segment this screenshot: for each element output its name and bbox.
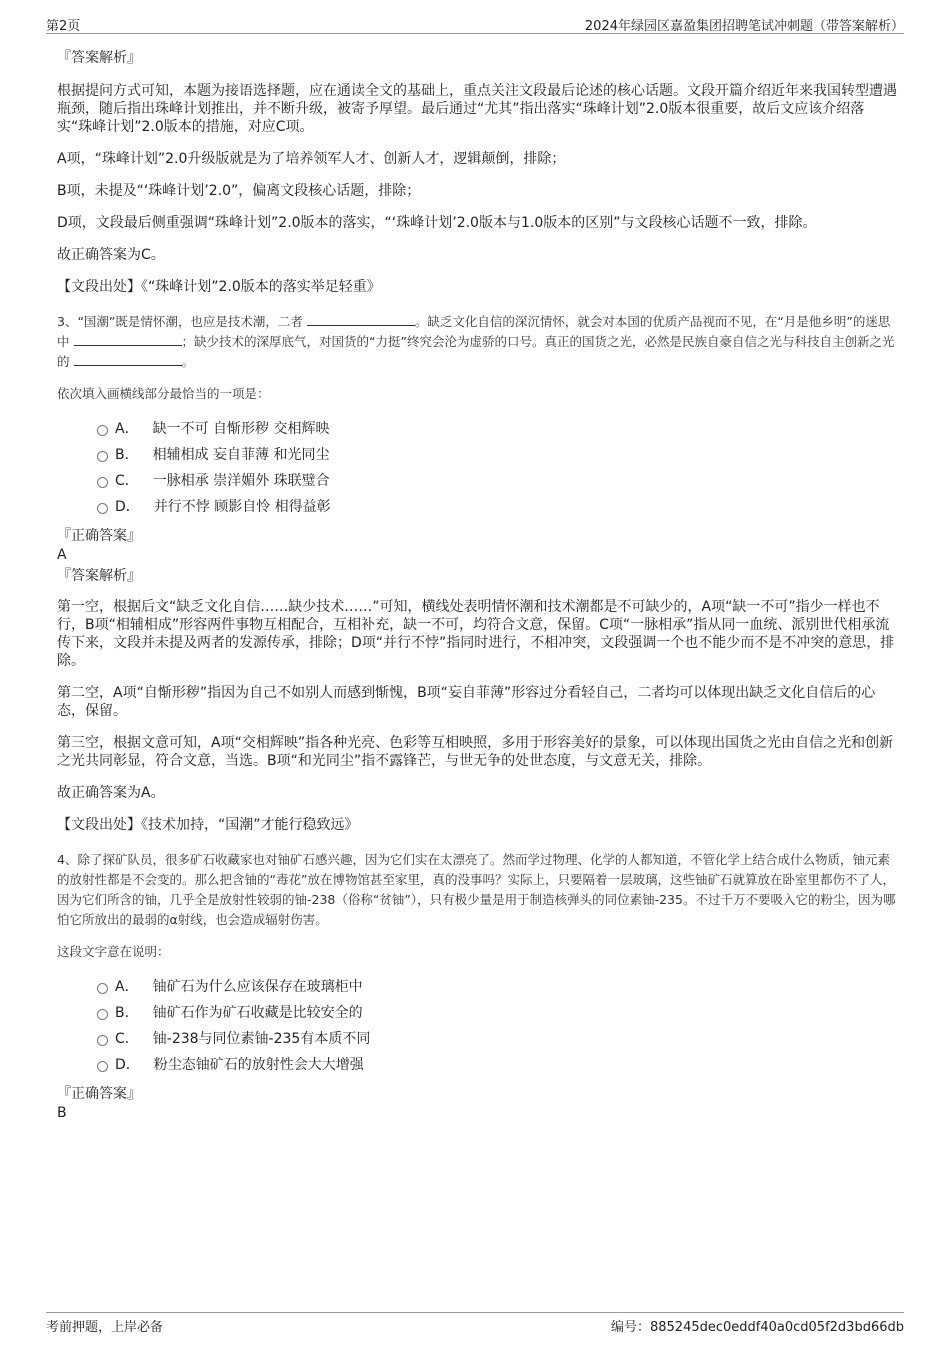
q4-answer-label: 『正确答案』	[57, 1086, 141, 1102]
document-title: 2024年绿园区嘉盈集团招聘笔试冲刺题（带答案解析）	[584, 19, 904, 34]
q4-stem: 4、除了探矿队员，很多矿石收藏家也对铀矿石感兴趣，因为它们实在太漂亮了。然而学过物理、化学的人都知道，不管化学上结合成什么物质，铀元素的放射性都是不会变的。那么把含铀的“毒花”放在博物馆甚至家里，真的没事吗？实际上，只要隔着一层玻璃，这些铀矿石就算放在卧室里都伤不了人，因为它们所含的铀，几乎全是放射性较弱的铀-238（俗称“贫铀”），只有极少量是用于制造核弹头的同位素铀-235。不过千万不要吸入它的粉尘，因为哪怕它所放出的最弱的α射线，也会造成辐射伤害。	[57, 852, 896, 927]
q3-stem-part-4: 。	[181, 354, 195, 369]
footer-code-label: 编号：	[610, 1320, 650, 1335]
q3-stem-part-3: ；缺少技术的深厚底气，对国货的“力挺”终究会沦为虚骄的口号。真正的国货之光，必然是民族自豪自信之光与科技自主创新之光的	[57, 334, 895, 369]
radio-icon[interactable]	[97, 451, 108, 462]
page-footer	[46, 1312, 904, 1335]
q2-analysis-option-d: D项，文段最后侧重强调“珠峰计划”2.0版本的落实，“‘珠峰计划’2.0版本与1.0版本的区别”与文段核心话题不一致，排除。	[57, 215, 817, 231]
q3-analysis-blank-3: 第三空，根据文意可知，A项“交相辉映”指各种光亮、色彩等互相映照，多用于形容美好的景象，可以体现出国货之光由自信之光和创新之光共同彰显，符合文意，当选。B项“和光同尘”指不露锋芒，与世无争的处世态度，与文意无关，排除。	[57, 735, 894, 769]
radio-icon[interactable]	[97, 425, 108, 436]
radio-icon[interactable]	[97, 1035, 108, 1046]
radio-icon[interactable]	[97, 983, 108, 994]
q3-stem	[57, 312, 897, 372]
page-content	[57, 46, 897, 1122]
footer-code-value: 885245dec0eddf40a0cd05f2d3bd66db	[649, 1320, 904, 1335]
q3-analysis-label: 『答案解析』	[57, 568, 141, 584]
q3-blank-3	[74, 353, 182, 366]
radio-icon[interactable]	[97, 503, 108, 514]
q3-options	[57, 416, 897, 520]
q2-analysis-option-a: A项，“珠峰计划”2.0升级版就是为了培养领军人才、创新人才，逻辑颠倒，排除；	[57, 151, 566, 167]
q3-blank-1	[307, 313, 415, 326]
q2-analysis-paragraph: 根据提问方式可知，本题为接语选择题，应在通读全文的基础上，重点关注文段最后论述的核心话题。文段开篇介绍近年来我国转型遭遇瓶颈，随后指出珠峰计划推出，并不断升级，被寄予厚望。最后通过“尤其”指出落实“珠峰计划”2.0版本很重要，故后文应该介绍落实“珠峰计划”2.0版本的措施，对应C项。	[57, 83, 897, 135]
q3-answer-label: 『正确答案』	[57, 528, 141, 544]
footer-code	[611, 1316, 904, 1335]
q2-conclusion: 故正确答案为C。	[57, 247, 165, 263]
q3-option-b[interactable]: B． 相辅相成 妄自菲薄 和光同尘	[57, 442, 897, 468]
q3-analysis-blank-1: 第一空，根据后文“缺乏文化自信……缺少技术……”可知，横线处表明情怀潮和技术潮都是不可缺少的，A项“缺一不可”指少一样也不行，B项“相辅相成”形容两件事物互相配合，互相补充，缺一不可，均符合文意，保留。C项“一脉相承”指从同一血统、派别世代相承流传下来，文段并未提及两者的发源传承，排除；D项“并行不悖”指同时进行，不相冲突，文段强调一个也不能少而不是不冲突的意思，排除。	[57, 599, 895, 669]
radio-icon[interactable]	[97, 1061, 108, 1072]
q3-prompt: 依次填入画横线部分最恰当的一项是：	[57, 386, 270, 401]
page-number: 第2页	[46, 19, 81, 34]
q4-options	[57, 974, 897, 1078]
q3-option-d[interactable]: D． 并行不悖 顾影自怜 相得益彰	[57, 494, 897, 520]
q3-analysis-blank-2: 第二空，A项“自惭形秽”指因为自己不如别人而感到惭愧，B项“妄自菲薄”形容过分看轻自己，二者均可以体现出缺乏文化自信后的心态，保留。	[57, 685, 876, 719]
q4-option-d[interactable]: D． 粉尘态铀矿石的放射性会大大增强	[57, 1052, 897, 1078]
q3-conclusion: 故正确答案为A。	[57, 785, 165, 801]
radio-icon[interactable]	[97, 477, 108, 488]
q3-answer: A	[57, 547, 67, 563]
q3-option-c[interactable]: C． 一脉相承 崇洋媚外 珠联璧合	[57, 468, 897, 494]
q4-prompt: 这段文字意在说明：	[57, 944, 170, 959]
q4-option-a[interactable]: A． 铀矿石为什么应该保存在玻璃柜中	[57, 974, 897, 1000]
q2-analysis-option-b: B项，未提及“‘珠峰计划’2.0”，偏离文段核心话题，排除；	[57, 183, 421, 199]
q3-stem-part-2: 。缺乏文化自信的深沉情怀，就会对本国的优质产品视而不见，在“月是他乡明”的迷思中	[57, 314, 891, 349]
q3-blank-2	[74, 333, 182, 346]
q2-source: 【文段出处】《“珠峰计划”2.0版本的落实举足轻重》	[57, 279, 381, 295]
radio-icon[interactable]	[97, 1009, 108, 1020]
page-header	[46, 13, 904, 34]
q4-option-b[interactable]: B． 铀矿石作为矿石收藏是比较安全的	[57, 1000, 897, 1026]
q2-analysis-label: 『答案解析』	[57, 50, 141, 66]
q3-option-a[interactable]: A． 缺一不可 自惭形秽 交相辉映	[57, 416, 897, 442]
q3-stem-part-1: 3、“国潮”既是情怀潮，也应是技术潮，二者	[57, 314, 303, 329]
q4-option-c[interactable]: C． 铀-238与同位素铀-235有本质不同	[57, 1026, 897, 1052]
footer-slogan: 考前押题，上岸必备	[46, 1320, 164, 1335]
q3-source: 【文段出处】《技术加持，“国潮”才能行稳致远》	[57, 817, 359, 833]
q4-answer: B	[57, 1105, 67, 1121]
